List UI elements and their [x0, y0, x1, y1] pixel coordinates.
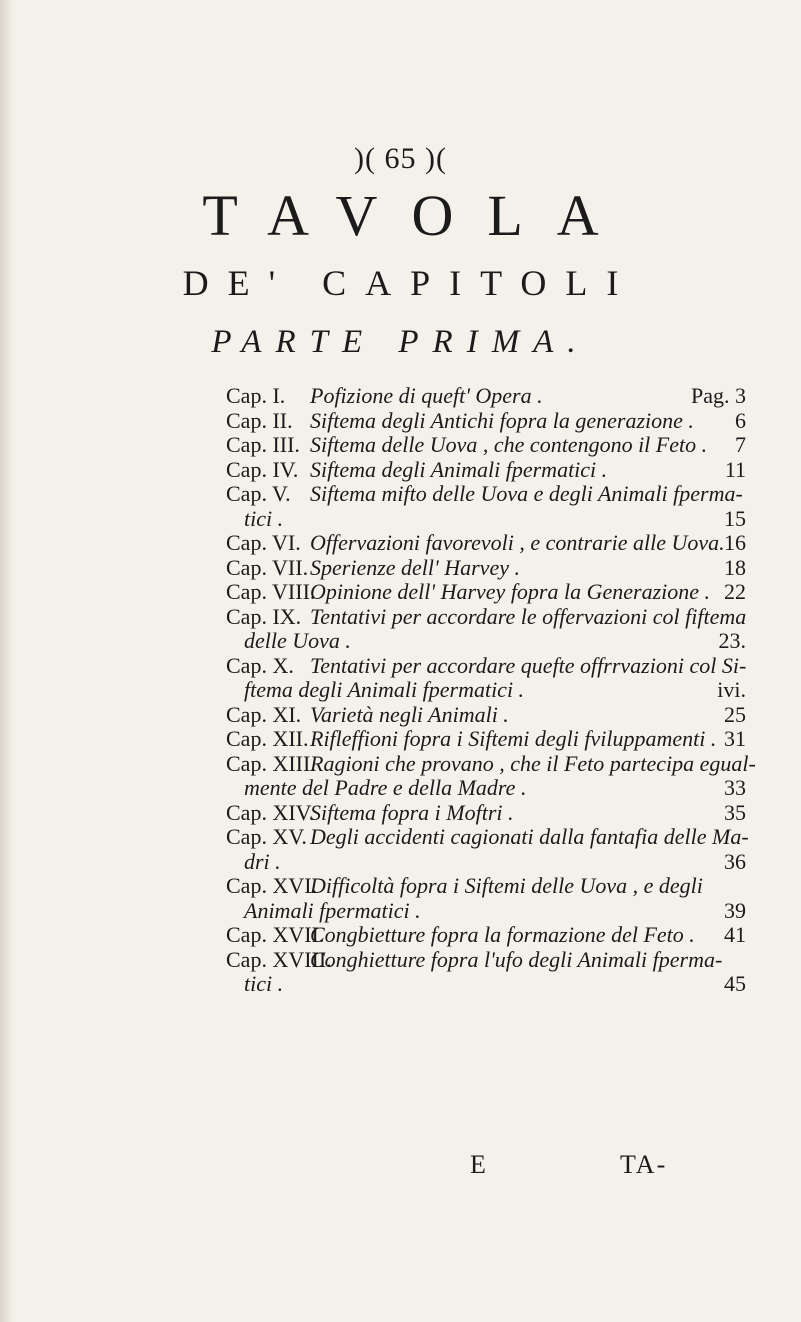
toc-chapter-title: Opinione dell' Harvey fopra la Generazione . [310, 579, 711, 604]
toc-chapter-title: Siftema fopra i Moftri . [310, 799, 514, 825]
page-subtitle: DE' CAPITOLI [182, 263, 638, 303]
toc-entry [226, 605, 746, 630]
toc-entry [226, 801, 746, 826]
toc-entry-continuation [226, 629, 746, 654]
toc-chapter-number: Cap. V. [226, 481, 291, 506]
toc-chapter-title: Sperienze dell' Harvey . [310, 554, 520, 580]
toc-page-number: ivi. [717, 677, 746, 702]
toc-chapter-number: Cap. IV. [226, 456, 299, 482]
toc-chapter-title: Animali fpermatici . [244, 897, 421, 923]
toc-chapter-title: delle Uova . [244, 628, 351, 653]
toc-entry-continuation [226, 850, 746, 875]
toc-page-number: 36 [724, 848, 746, 874]
toc-chapter-title: Pofizione di queft' Opera . [310, 383, 543, 408]
toc-chapter-title: Offervazioni favorevoli , e contrarie alle Uova. [310, 530, 725, 555]
part-heading: PARTE PRIMA. [211, 324, 590, 360]
toc-chapter-title: Congbietture fopra la formazione del Feto . [310, 922, 695, 947]
toc-chapter-title: dri . [244, 848, 281, 874]
toc-chapter-number: Cap. III. [226, 432, 300, 457]
toc-entry-continuation [226, 899, 746, 924]
toc-chapter-title: mente del Padre e della Madre . [244, 775, 527, 800]
toc-chapter-title: Siftema degli Animali fpermatici . [310, 456, 608, 482]
toc-page-number: Pag. 3 [691, 383, 746, 408]
toc-page-number: 22 [724, 579, 746, 604]
toc-chapter-number: Cap. XI. [226, 701, 302, 727]
toc-entry [226, 750, 756, 777]
toc-chapter-number: Cap. II. [226, 407, 293, 433]
toc-chapter-title: Rifleffioni fopra i Siftemi degli fviluppamenti . [310, 726, 717, 751]
toc-entry [226, 482, 746, 507]
toc-page-number: 31 [724, 726, 746, 751]
toc-chapter-number: Cap. VI. [226, 530, 301, 555]
toc-entry [226, 556, 746, 581]
toc-entry [226, 654, 746, 679]
toc-page-number: 11 [724, 456, 746, 482]
toc-chapter-title: Tentativi per accordare quefte offrrvazioni col Si- [310, 652, 747, 678]
toc-entry-continuation [226, 678, 746, 703]
toc-chapter-number: Cap. XVI. [226, 873, 318, 898]
toc-page-number: 25 [724, 701, 746, 727]
toc-chapter-title: Conghietture fopra l'ufo degli Animali fperma- [310, 946, 723, 972]
toc-chapter-title: Difficoltà fopra i Siftemi delle Uova , e degli [310, 873, 703, 898]
toc-chapter-number: Cap. X. [226, 652, 294, 678]
toc-chapter-number: Cap. XVII. [226, 922, 325, 947]
toc-entry-continuation [226, 776, 746, 801]
page-title: TAVOLA [202, 183, 633, 248]
toc-chapter-title: ftema degli Animali fpermatici . [244, 677, 525, 702]
toc-entry [226, 409, 746, 434]
toc-chapter-number: Cap. XVIII. [226, 946, 332, 972]
toc-chapter-title: Siftema degli Antichi fopra la generazione . [310, 407, 694, 433]
toc-page-number: 15 [724, 505, 746, 531]
toc-entry-continuation [226, 972, 746, 997]
toc-entry [226, 874, 746, 899]
toc-chapter-number: Cap. IX. [226, 603, 302, 629]
toc-entry [226, 703, 746, 728]
toc-page-number: 18 [724, 554, 746, 580]
toc-entry [226, 727, 746, 752]
toc-chapter-title: Tentativi per accordare le offervazioni col fiftema [310, 603, 747, 629]
toc-entry [226, 824, 749, 850]
toc-chapter-number: Cap. XII. [226, 726, 309, 751]
toc-entry [226, 531, 746, 556]
toc-page-number: 33 [724, 775, 746, 800]
toc-entry-continuation [226, 507, 746, 532]
toc-page-number: 16 [724, 530, 746, 555]
toc-page-number: 7 [735, 432, 746, 457]
toc-entry [226, 948, 746, 973]
toc-chapter-number: Cap. XIV. [226, 799, 315, 825]
toc-chapter-title: Degli accidenti cagionati dalla fantafia delle Ma- [310, 824, 749, 849]
toc-page-number: 39 [724, 897, 746, 923]
toc-entry [226, 458, 746, 483]
toc-chapter-title: Siftema mifto delle Uova e degli Animali fperma- [310, 481, 743, 506]
toc-page-number: 41 [724, 922, 746, 947]
toc-chapter-title: tici . [244, 971, 284, 996]
toc-entry [226, 580, 746, 605]
toc-chapter-title: tici . [244, 505, 284, 531]
toc-page-number: 23. [718, 628, 746, 653]
toc-chapter-number: Cap. VIII. [226, 579, 316, 604]
toc-entry [226, 923, 746, 948]
toc-entry [226, 384, 746, 409]
toc-chapter-title: Ragioni che provano , che il Feto partecipa egual- [310, 750, 756, 776]
toc-chapter-title: Varietà negli Animali . [310, 701, 509, 727]
signature-mark: E [470, 1150, 486, 1179]
page-folio: )( 65 )( [354, 142, 447, 175]
toc-page-number: 35 [724, 799, 746, 825]
catchword: TA- [620, 1150, 668, 1179]
toc-chapter-number: Cap. I. [226, 383, 286, 408]
toc-page-number: 6 [735, 407, 746, 433]
table-of-contents [226, 383, 756, 997]
toc-chapter-title: Siftema delle Uova , che contengono il Feto . [310, 432, 708, 457]
toc-chapter-number: Cap. XV. [226, 824, 307, 849]
toc-chapter-number: Cap. VII. [226, 554, 309, 580]
toc-page-number: 45 [724, 971, 746, 996]
toc-chapter-number: Cap. XIII. [226, 750, 316, 776]
toc-entry [226, 433, 746, 458]
